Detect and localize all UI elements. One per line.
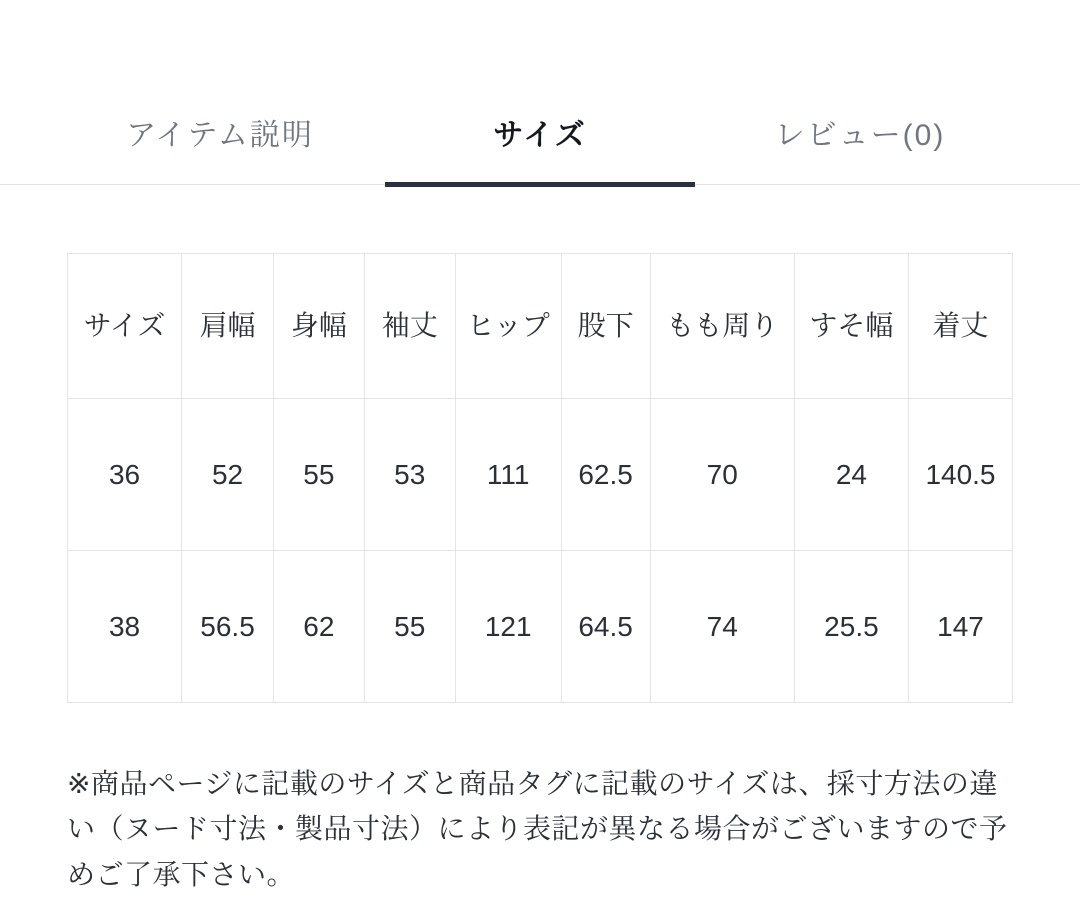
tab-item-description[interactable]: アイテム説明 bbox=[126, 119, 314, 152]
table-row bbox=[68, 399, 1013, 551]
size-table-container bbox=[0, 185, 1080, 703]
table-cell: 38 bbox=[68, 551, 182, 703]
table-cell: 55 bbox=[273, 399, 364, 551]
column-header: 股下 bbox=[561, 254, 650, 399]
tab-reviews[interactable]: レビュー(0) bbox=[774, 119, 946, 152]
table-header-row bbox=[68, 254, 1013, 399]
table-cell: 62 bbox=[273, 551, 364, 703]
table-cell: 121 bbox=[455, 551, 561, 703]
column-header: 身幅 bbox=[273, 254, 364, 399]
table-cell: 36 bbox=[68, 399, 182, 551]
table-cell: 25.5 bbox=[794, 551, 908, 703]
detail-tabs bbox=[0, 0, 1080, 185]
table-cell: 56.5 bbox=[182, 551, 274, 703]
table-cell: 62.5 bbox=[561, 399, 650, 551]
tab-size[interactable]: サイズ bbox=[380, 110, 700, 184]
column-header: もも周り bbox=[650, 254, 794, 399]
table-cell: 52 bbox=[182, 399, 274, 551]
column-header: すそ幅 bbox=[794, 254, 908, 399]
table-cell: 53 bbox=[364, 399, 455, 551]
table-cell: 111 bbox=[455, 399, 561, 551]
table-cell: 64.5 bbox=[561, 551, 650, 703]
size-table bbox=[67, 253, 1013, 703]
column-header: 着丈 bbox=[908, 254, 1012, 399]
table-cell: 140.5 bbox=[908, 399, 1012, 551]
table-cell: 74 bbox=[650, 551, 794, 703]
column-header: 袖丈 bbox=[364, 254, 455, 399]
table-cell: 55 bbox=[364, 551, 455, 703]
column-header: ヒップ bbox=[455, 254, 561, 399]
size-measurement-note: ※商品ページに記載のサイズと商品タグに記載のサイズは、採寸方法の違い（ヌード寸法・製品寸法）により表記が異なる場合がございますので予めご了承下さい。 bbox=[67, 768, 1008, 890]
table-row bbox=[68, 551, 1013, 703]
column-header: サイズ bbox=[68, 254, 182, 399]
table-cell: 147 bbox=[908, 551, 1012, 703]
table-cell: 70 bbox=[650, 399, 794, 551]
table-cell: 24 bbox=[794, 399, 908, 551]
column-header: 肩幅 bbox=[182, 254, 274, 399]
